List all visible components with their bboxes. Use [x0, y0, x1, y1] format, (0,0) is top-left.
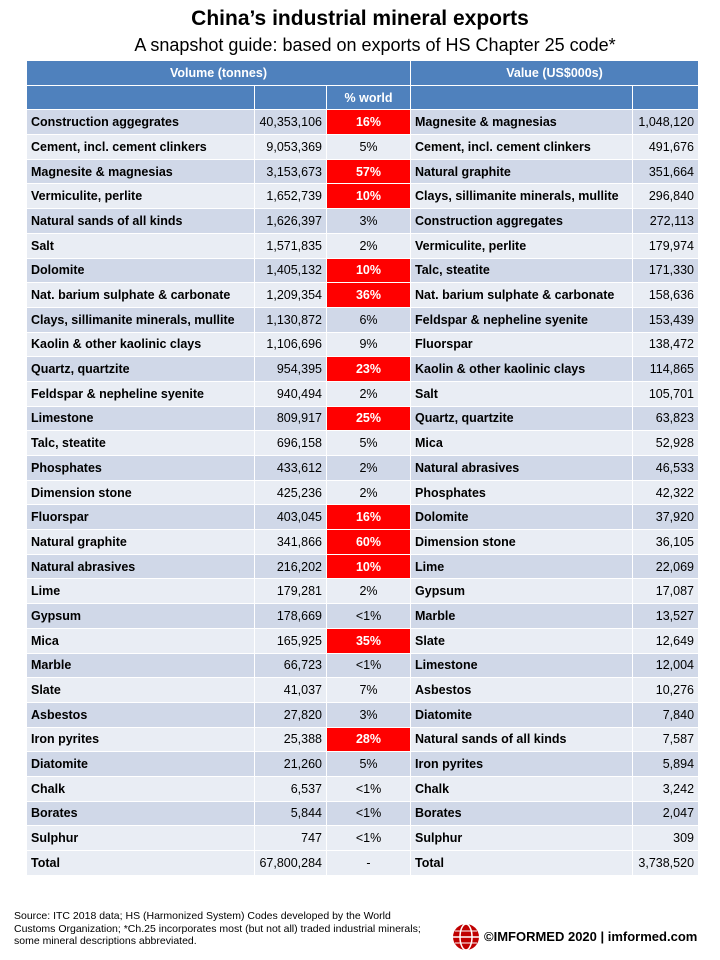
world-share-cell: 2% — [327, 233, 411, 258]
value-usd-cell: 12,649 — [633, 628, 699, 653]
volume-tonnes-cell: 433,612 — [255, 456, 327, 481]
value-usd-cell: 351,664 — [633, 159, 699, 184]
table-row — [27, 678, 699, 703]
world-share-cell: 5% — [327, 135, 411, 160]
world-share-cell: 3% — [327, 209, 411, 234]
volume-tonnes-cell: 1,652,739 — [255, 184, 327, 209]
volume-tonnes-cell: 5,844 — [255, 801, 327, 826]
table-row — [27, 653, 699, 678]
volume-group-header: Volume (tonnes) — [27, 61, 411, 86]
value-mineral-cell: Construction aggregates — [411, 209, 633, 234]
table-row — [27, 727, 699, 752]
value-usd-cell: 63,823 — [633, 406, 699, 431]
table-row — [27, 209, 699, 234]
value-usd-cell: 491,676 — [633, 135, 699, 160]
world-share-cell: 60% — [327, 530, 411, 555]
volume-mineral-cell: Feldspar & nepheline syenite — [27, 381, 255, 406]
volume-mineral-cell: Kaolin & other kaolinic clays — [27, 332, 255, 357]
value-mineral-cell: Mica — [411, 431, 633, 456]
value-mineral-cell: Marble — [411, 604, 633, 629]
total-value-label: Total — [411, 851, 633, 876]
volume-tonnes-cell: 3,153,673 — [255, 159, 327, 184]
globe-logo-icon — [452, 923, 480, 951]
volume-mineral-cell: Dimension stone — [27, 480, 255, 505]
world-share-cell: <1% — [327, 653, 411, 678]
page-title: China’s industrial mineral exports — [191, 7, 529, 30]
volume-mineral-cell: Slate — [27, 678, 255, 703]
value-mineral-cell: Kaolin & other kaolinic clays — [411, 357, 633, 382]
volume-tonnes-cell: 809,917 — [255, 406, 327, 431]
world-share-cell: 28% — [327, 727, 411, 752]
value-usd-cell: 7,587 — [633, 727, 699, 752]
volume-mineral-cell: Marble — [27, 653, 255, 678]
value-mineral-cell: Vermiculite, perlite — [411, 233, 633, 258]
volume-mineral-cell: Dolomite — [27, 258, 255, 283]
volume-tonnes-cell: 21,260 — [255, 752, 327, 777]
volume-mineral-cell: Salt — [27, 233, 255, 258]
value-mineral-cell: Magnesite & magnesias — [411, 110, 633, 135]
volume-mineral-cell: Borates — [27, 801, 255, 826]
value-usd-cell: 2,047 — [633, 801, 699, 826]
world-share-cell: 5% — [327, 752, 411, 777]
volume-tonnes-cell: 1,571,835 — [255, 233, 327, 258]
world-share-cell: 2% — [327, 456, 411, 481]
volume-mineral-cell: Natural graphite — [27, 530, 255, 555]
world-share-cell: 2% — [327, 381, 411, 406]
volume-mineral-cell: Natural sands of all kinds — [27, 209, 255, 234]
volume-tonnes-cell: 747 — [255, 826, 327, 851]
volume-tonnes-cell: 6,537 — [255, 776, 327, 801]
volume-mineral-cell: Mica — [27, 628, 255, 653]
world-share-cell: 23% — [327, 357, 411, 382]
value-usd-cell: 138,472 — [633, 332, 699, 357]
value-usd-cell: 171,330 — [633, 258, 699, 283]
total-value-cell: 3,738,520 — [633, 851, 699, 876]
volume-mineral-cell: Clays, sillimanite minerals, mullite — [27, 307, 255, 332]
volume-tonnes-cell: 27,820 — [255, 702, 327, 727]
world-share-cell: 35% — [327, 628, 411, 653]
volume-mineral-cell: Gypsum — [27, 604, 255, 629]
table-row — [27, 604, 699, 629]
volume-tonnes-cell: 1,130,872 — [255, 307, 327, 332]
value-usd-cell: 3,242 — [633, 776, 699, 801]
volume-tonnes-cell: 40,353,106 — [255, 110, 327, 135]
table-row — [27, 406, 699, 431]
world-share-cell: 10% — [327, 184, 411, 209]
exports-table — [26, 60, 699, 876]
value-mineral-cell: Talc, steatite — [411, 258, 633, 283]
volume-tonnes-cell: 41,037 — [255, 678, 327, 703]
table-row — [27, 505, 699, 530]
volume-tonnes-cell: 1,106,696 — [255, 332, 327, 357]
volume-tonnes-cell: 1,405,132 — [255, 258, 327, 283]
volume-mineral-cell: Limestone — [27, 406, 255, 431]
world-share-cell: 2% — [327, 480, 411, 505]
volume-mineral-cell: Chalk — [27, 776, 255, 801]
volume-mineral-cell: Asbestos — [27, 702, 255, 727]
table-row — [27, 159, 699, 184]
volume-tonnes-cell: 940,494 — [255, 381, 327, 406]
blank-header — [411, 85, 633, 110]
table-row — [27, 530, 699, 555]
value-usd-cell: 46,533 — [633, 456, 699, 481]
table-row — [27, 431, 699, 456]
value-usd-cell: 22,069 — [633, 554, 699, 579]
brand-label: ©IMFORMED 2020 | imformed.com — [484, 929, 698, 944]
value-usd-cell: 272,113 — [633, 209, 699, 234]
value-mineral-cell: Slate — [411, 628, 633, 653]
value-usd-cell: 153,439 — [633, 307, 699, 332]
value-mineral-cell: Quartz, quartzite — [411, 406, 633, 431]
world-share-cell: <1% — [327, 801, 411, 826]
value-usd-cell: 158,636 — [633, 283, 699, 308]
value-mineral-cell: Diatomite — [411, 702, 633, 727]
volume-mineral-cell: Quartz, quartzite — [27, 357, 255, 382]
table-row — [27, 307, 699, 332]
volume-mineral-cell: Sulphur — [27, 826, 255, 851]
world-share-cell: 16% — [327, 110, 411, 135]
value-usd-cell: 52,928 — [633, 431, 699, 456]
table-row — [27, 554, 699, 579]
value-mineral-cell: Limestone — [411, 653, 633, 678]
value-usd-cell: 105,701 — [633, 381, 699, 406]
value-usd-cell: 5,894 — [633, 752, 699, 777]
blank-header — [255, 85, 327, 110]
value-mineral-cell: Fluorspar — [411, 332, 633, 357]
table-row — [27, 332, 699, 357]
value-mineral-cell: Feldspar & nepheline syenite — [411, 307, 633, 332]
value-mineral-cell: Natural graphite — [411, 159, 633, 184]
table-row — [27, 357, 699, 382]
table-row — [27, 135, 699, 160]
volume-mineral-cell: Iron pyrites — [27, 727, 255, 752]
world-share-cell: <1% — [327, 776, 411, 801]
volume-tonnes-cell: 954,395 — [255, 357, 327, 382]
volume-mineral-cell: Phosphates — [27, 456, 255, 481]
volume-mineral-cell: Construction aggegrates — [27, 110, 255, 135]
world-share-cell: 3% — [327, 702, 411, 727]
value-usd-cell: 296,840 — [633, 184, 699, 209]
volume-mineral-cell: Magnesite & magnesias — [27, 159, 255, 184]
value-mineral-cell: Borates — [411, 801, 633, 826]
volume-mineral-cell: Cement, incl. cement clinkers — [27, 135, 255, 160]
volume-tonnes-cell: 179,281 — [255, 579, 327, 604]
value-mineral-cell: Iron pyrites — [411, 752, 633, 777]
value-mineral-cell: Chalk — [411, 776, 633, 801]
value-usd-cell: 309 — [633, 826, 699, 851]
value-mineral-cell: Lime — [411, 554, 633, 579]
volume-mineral-cell: Talc, steatite — [27, 431, 255, 456]
table-row — [27, 480, 699, 505]
value-mineral-cell: Sulphur — [411, 826, 633, 851]
blank-header — [633, 85, 699, 110]
total-row — [27, 851, 699, 876]
value-mineral-cell: Salt — [411, 381, 633, 406]
value-group-header: Value (US$000s) — [411, 61, 699, 86]
volume-tonnes-cell: 9,053,369 — [255, 135, 327, 160]
volume-mineral-cell: Fluorspar — [27, 505, 255, 530]
volume-mineral-cell: Nat. barium sulphate & carbonate — [27, 283, 255, 308]
world-share-cell: 9% — [327, 332, 411, 357]
world-share-cell: 5% — [327, 431, 411, 456]
value-mineral-cell: Asbestos — [411, 678, 633, 703]
page-subtitle: A snapshot guide: based on exports of HS Chapter 25 code* — [134, 35, 616, 55]
value-usd-cell: 179,974 — [633, 233, 699, 258]
value-mineral-cell: Natural abrasives — [411, 456, 633, 481]
volume-tonnes-cell: 66,723 — [255, 653, 327, 678]
value-usd-cell: 12,004 — [633, 653, 699, 678]
value-mineral-cell: Dolomite — [411, 505, 633, 530]
volume-tonnes-cell: 403,045 — [255, 505, 327, 530]
value-mineral-cell: Nat. barium sulphate & carbonate — [411, 283, 633, 308]
total-volume-cell: 67,800,284 — [255, 851, 327, 876]
volume-tonnes-cell: 1,626,397 — [255, 209, 327, 234]
value-usd-cell: 13,527 — [633, 604, 699, 629]
table-row — [27, 801, 699, 826]
volume-tonnes-cell: 25,388 — [255, 727, 327, 752]
value-mineral-cell: Gypsum — [411, 579, 633, 604]
value-usd-cell: 114,865 — [633, 357, 699, 382]
value-usd-cell: 17,087 — [633, 579, 699, 604]
world-share-cell: 57% — [327, 159, 411, 184]
table-row — [27, 776, 699, 801]
world-share-cell: 7% — [327, 678, 411, 703]
volume-tonnes-cell: 178,669 — [255, 604, 327, 629]
world-share-header: % world — [327, 85, 411, 110]
table-body — [27, 110, 699, 875]
world-share-cell: 10% — [327, 258, 411, 283]
value-usd-cell: 42,322 — [633, 480, 699, 505]
world-share-cell: <1% — [327, 604, 411, 629]
table-row — [27, 628, 699, 653]
volume-mineral-cell: Vermiculite, perlite — [27, 184, 255, 209]
volume-mineral-cell: Lime — [27, 579, 255, 604]
volume-tonnes-cell: 165,925 — [255, 628, 327, 653]
table-row — [27, 110, 699, 135]
volume-tonnes-cell: 216,202 — [255, 554, 327, 579]
world-share-cell: <1% — [327, 826, 411, 851]
value-mineral-cell: Clays, sillimanite minerals, mullite — [411, 184, 633, 209]
value-usd-cell: 1,048,120 — [633, 110, 699, 135]
total-label: Total — [27, 851, 255, 876]
table-row — [27, 752, 699, 777]
world-share-cell: 25% — [327, 406, 411, 431]
volume-mineral-cell: Diatomite — [27, 752, 255, 777]
value-mineral-cell: Cement, incl. cement clinkers — [411, 135, 633, 160]
volume-tonnes-cell: 696,158 — [255, 431, 327, 456]
volume-mineral-cell: Natural abrasives — [27, 554, 255, 579]
world-share-cell: 10% — [327, 554, 411, 579]
table-row — [27, 381, 699, 406]
value-mineral-cell: Phosphates — [411, 480, 633, 505]
table-row — [27, 826, 699, 851]
volume-tonnes-cell: 1,209,354 — [255, 283, 327, 308]
table-row — [27, 456, 699, 481]
volume-tonnes-cell: 425,236 — [255, 480, 327, 505]
blank-header — [27, 85, 255, 110]
table-row — [27, 184, 699, 209]
value-usd-cell: 10,276 — [633, 678, 699, 703]
value-usd-cell: 7,840 — [633, 702, 699, 727]
table-row — [27, 258, 699, 283]
value-usd-cell: 37,920 — [633, 505, 699, 530]
world-share-cell: 2% — [327, 579, 411, 604]
world-share-cell: 36% — [327, 283, 411, 308]
total-share-cell: - — [327, 851, 411, 876]
table-row — [27, 283, 699, 308]
world-share-cell: 6% — [327, 307, 411, 332]
value-usd-cell: 36,105 — [633, 530, 699, 555]
table-row — [27, 702, 699, 727]
value-mineral-cell: Dimension stone — [411, 530, 633, 555]
value-mineral-cell: Natural sands of all kinds — [411, 727, 633, 752]
volume-tonnes-cell: 341,866 — [255, 530, 327, 555]
table-row — [27, 579, 699, 604]
source-note: Source: ITC 2018 data; HS (Harmonized System) Codes developed by the World Customs Organization; *Ch.25 incorporates most (but not all) traded industrial minerals; some mineral descriptions abbreviated. — [14, 910, 421, 947]
world-share-cell: 16% — [327, 505, 411, 530]
table-row — [27, 233, 699, 258]
